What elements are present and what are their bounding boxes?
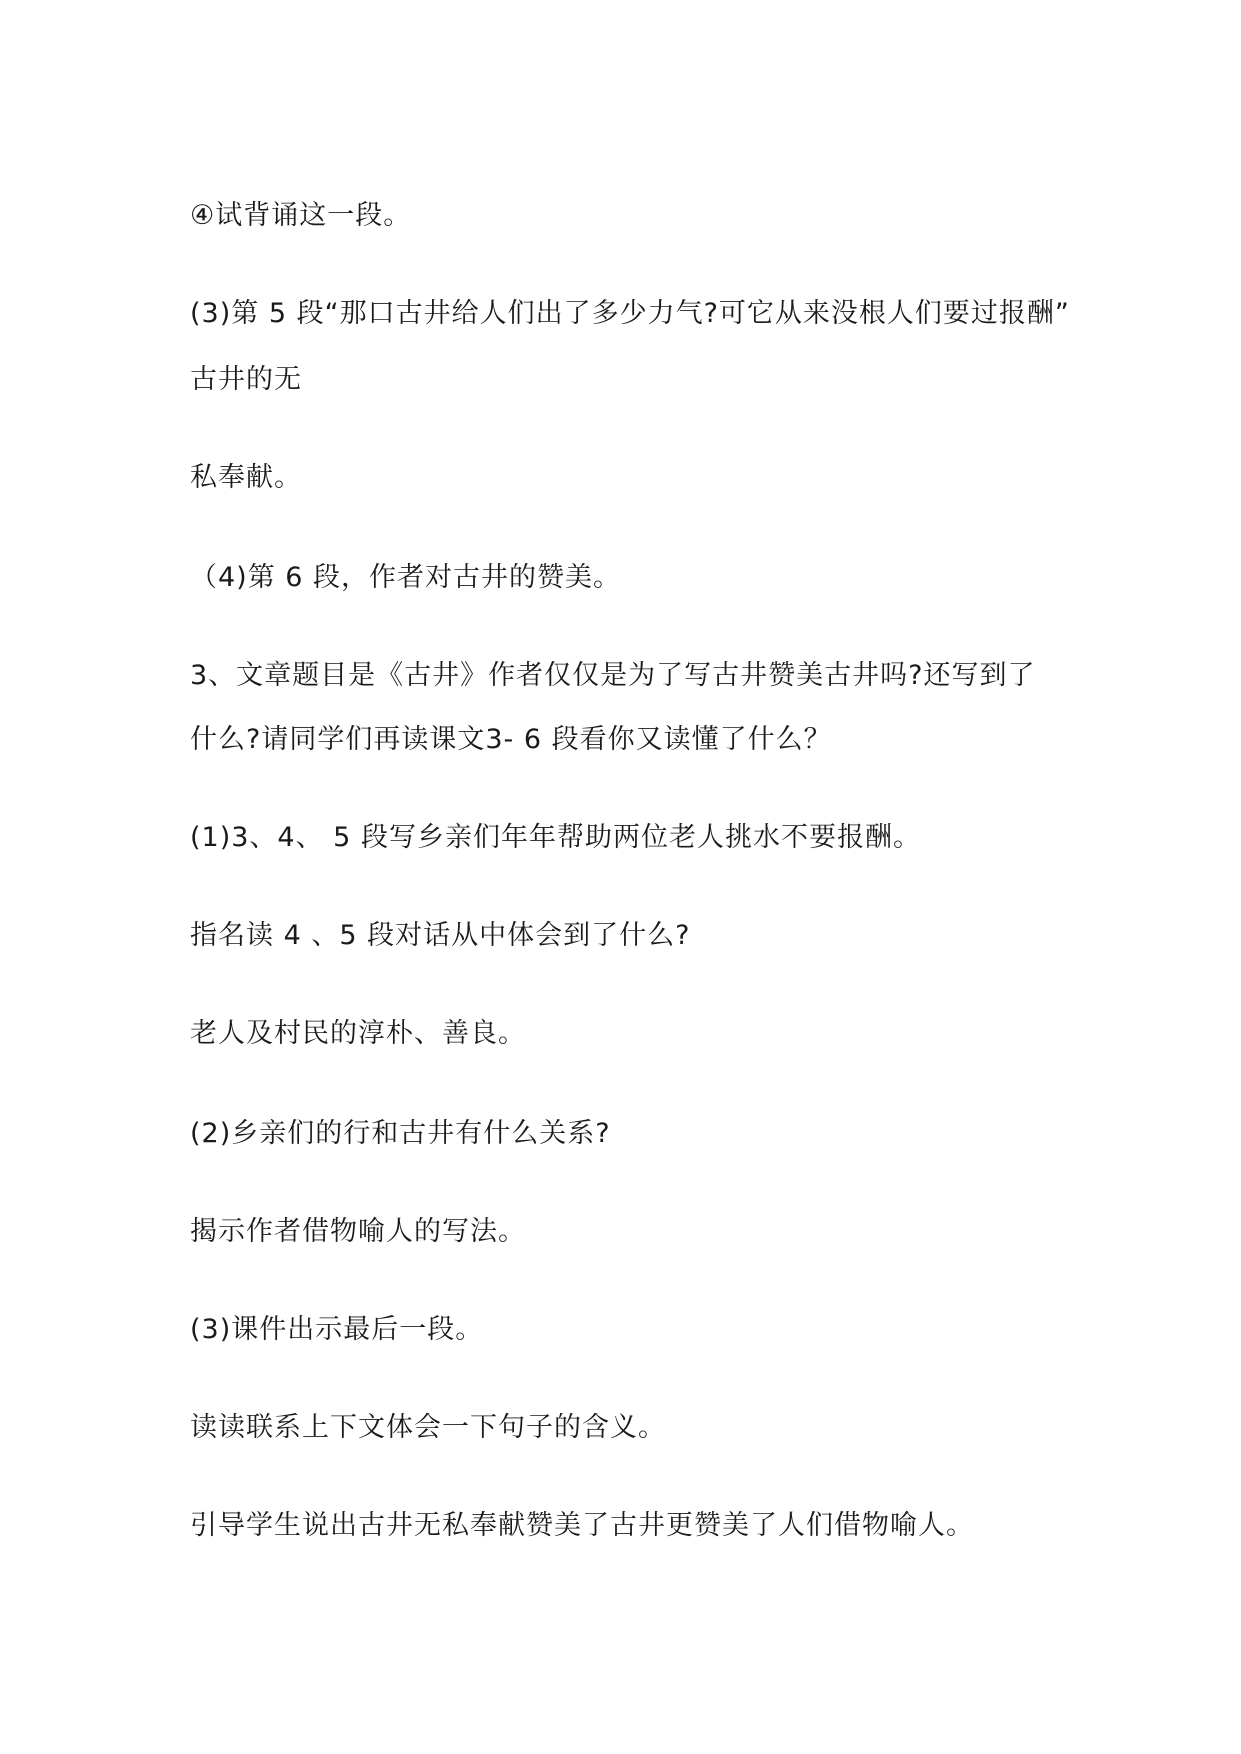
- text-line: 指名读 4 、5 段对话从中体会到了什么?: [190, 920, 691, 951]
- text-line: （4)第 6 段，作者对古井的赞美。: [190, 562, 622, 593]
- text-line: 揭示作者借物喻人的写法。: [190, 1216, 526, 1247]
- text-line: (2)乡亲们的行和古井有什么关系?: [190, 1118, 611, 1149]
- text-line: (3)课件出示最后一段。: [190, 1314, 484, 1345]
- text-line: 古井的无: [190, 364, 302, 395]
- text-line: (1)3、4、 5 段写乡亲们年年帮助两位老人挑水不要报酬。: [190, 822, 921, 853]
- text-line: 引导学生说出古井无私奉献赞美了古井更赞美了人们借物喻人。: [190, 1510, 974, 1541]
- text-line: ④试背诵这一段。: [190, 200, 412, 231]
- text-line: 什么?请同学们再读课文3- 6 段看你又读懂了什么？: [190, 724, 832, 755]
- text-line: 读读联系上下文体会一下句子的含义。: [190, 1412, 666, 1443]
- text-line: (3)第 5 段“那口古井给人们出了多少力气?可它从来没根人们要过报酬”: [190, 298, 1070, 329]
- text-line: 老人及村民的淳朴、善良。: [190, 1018, 526, 1049]
- text-line: 3、文章题目是《古井》作者仅仅是为了写古井赞美古井吗?还写到了: [190, 660, 1036, 691]
- text-line: 私奉献。: [190, 462, 302, 493]
